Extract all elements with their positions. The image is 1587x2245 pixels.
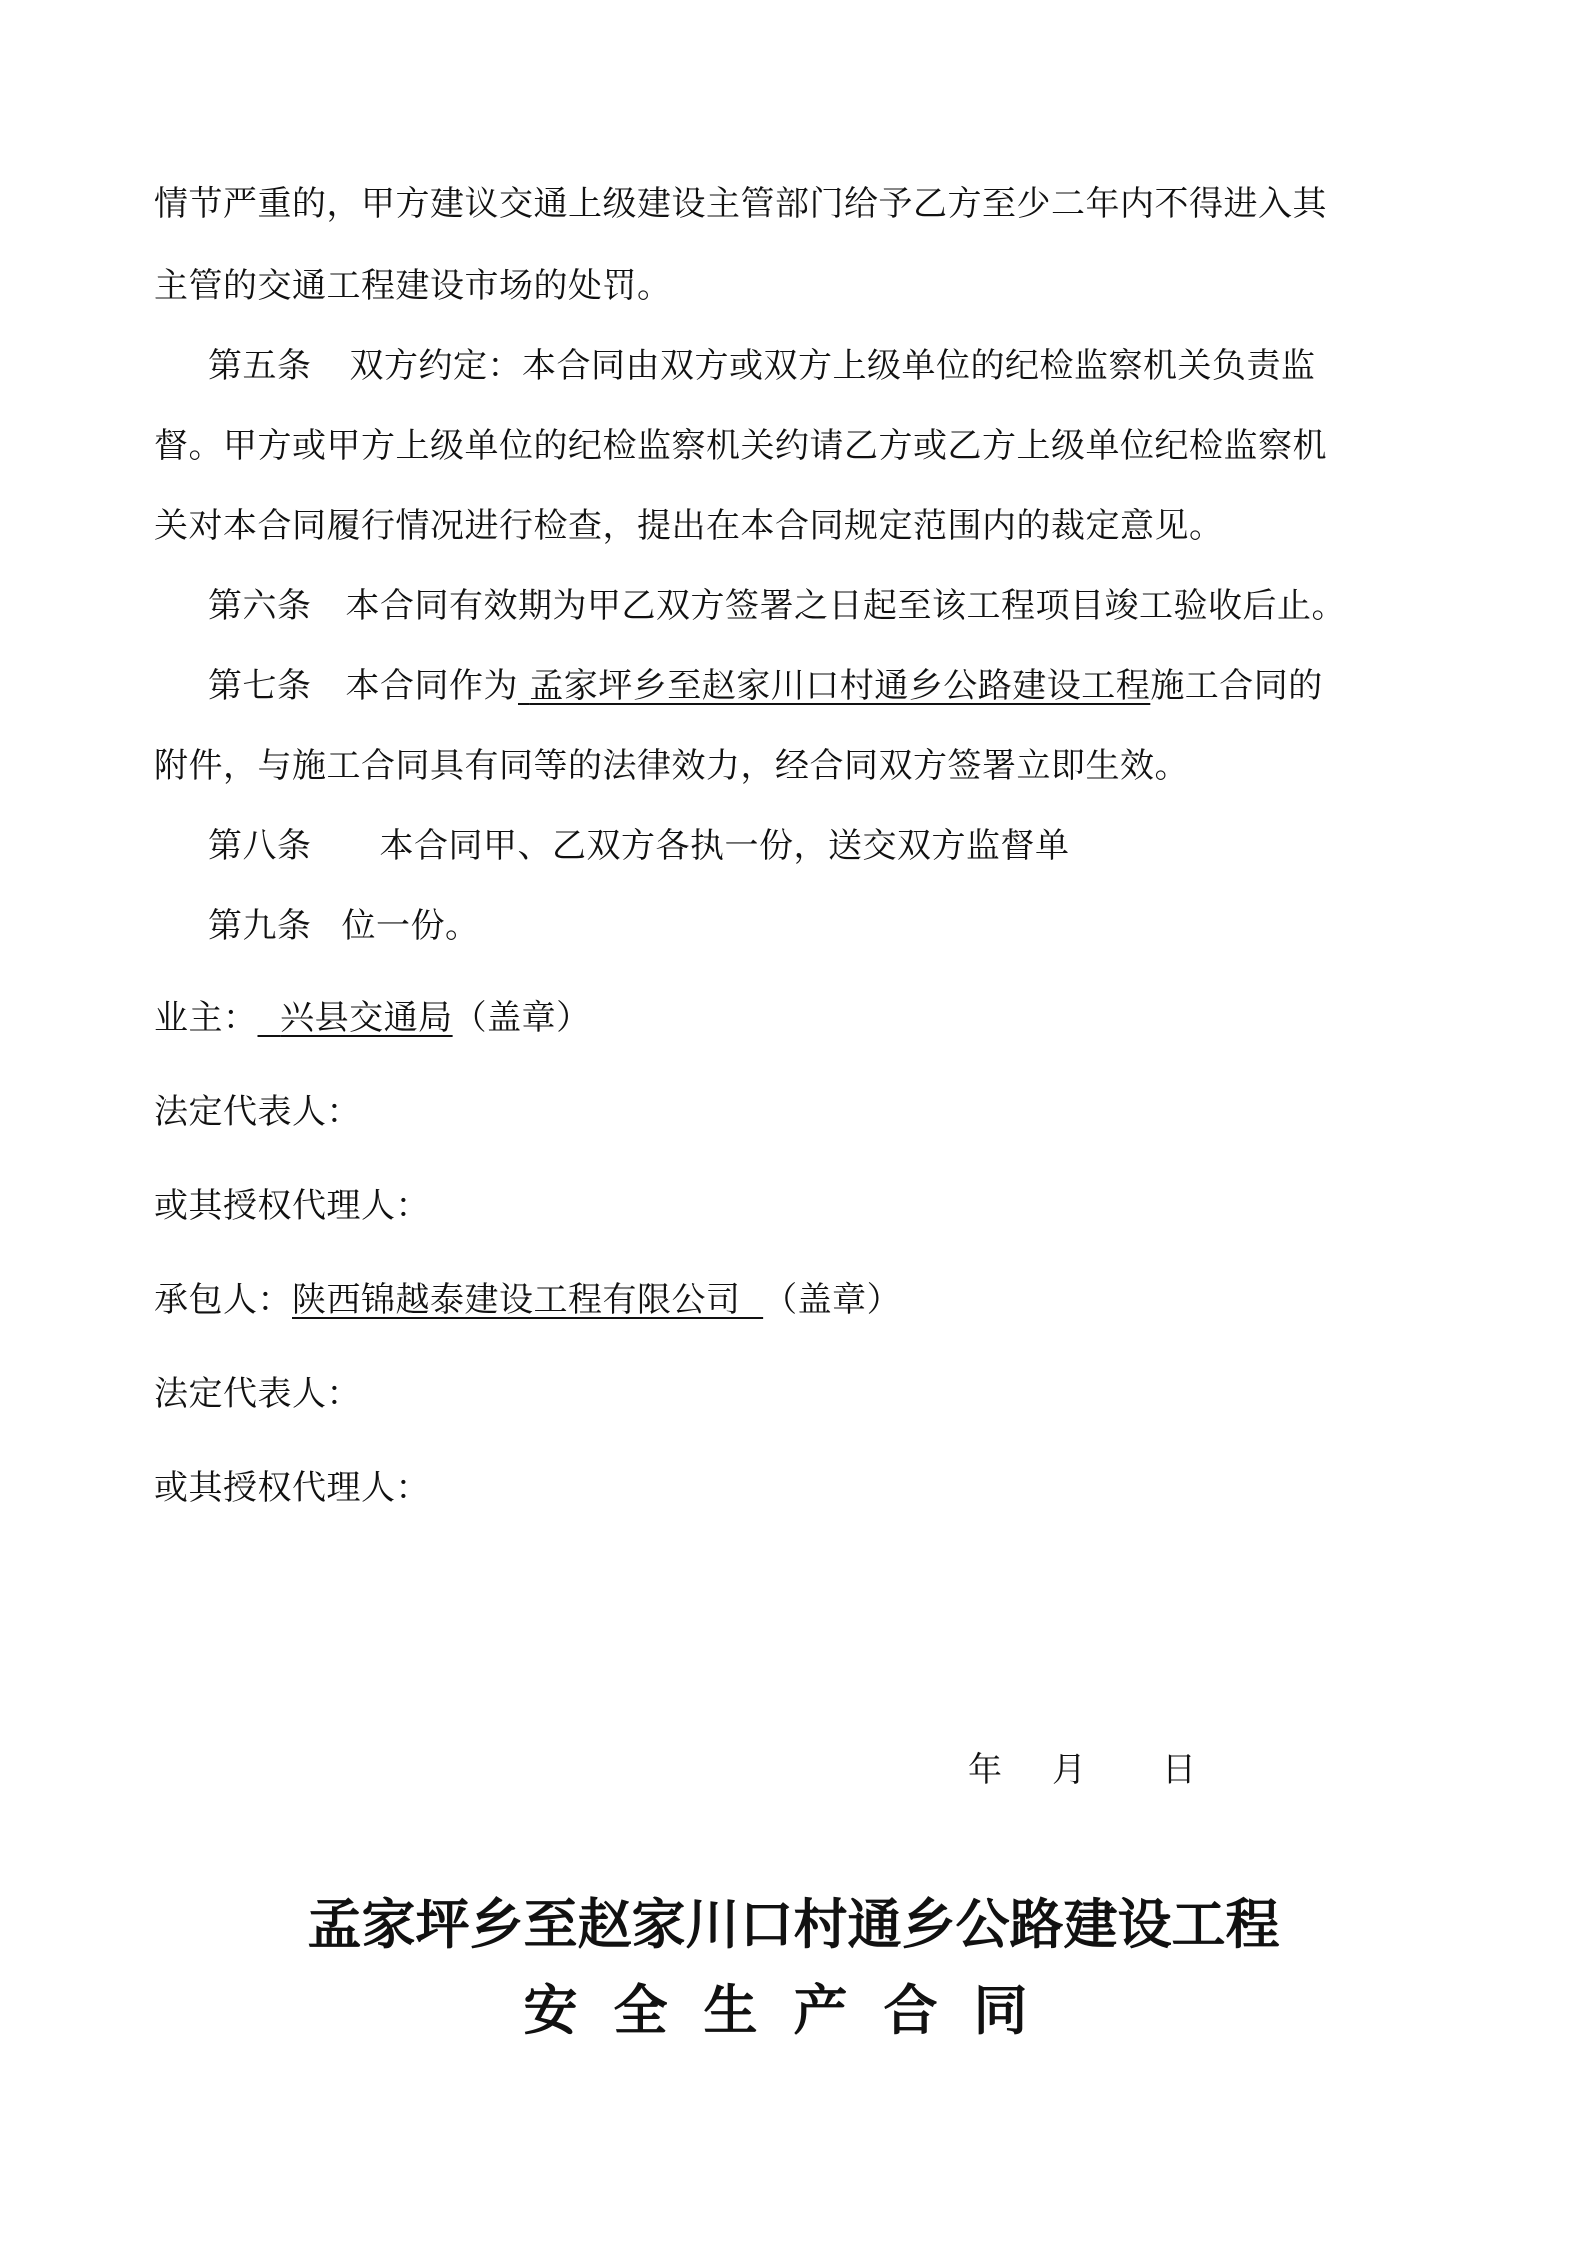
article-5-text: 双方约定：本合同由双方或双方上级单位的纪检监察机关负责监 [349,346,1316,386]
article-9-label: 第九条 [208,906,312,946]
article-9-text: 位一份。 [341,906,480,946]
owner-line [154,996,591,1040]
article-7 [208,664,1323,708]
owner-legal-rep: 法定代表人： [154,1092,361,1132]
article-6-label: 第六条 [208,586,312,626]
contractor-line [154,1278,901,1322]
owner-name: 兴县交通局 [280,998,453,1038]
article-7-project-name: 孟家坪乡至赵家川口村通乡公路建设工程 [529,666,1151,706]
contractor-label: 承包人： [154,1280,292,1320]
contractor-seal: （盖章） [763,1280,902,1320]
body-line-5: 关对本合同履行情况进行检查，提出在本合同规定范围内的裁定意见。 [154,506,1224,546]
article-7-pre: 本合同作为 [345,666,518,706]
date-year: 年 [968,1750,1002,1790]
article-6 [208,584,1346,628]
owner-seal: （盖章） [452,998,591,1038]
article-7-label: 第七条 [208,666,312,706]
article-5 [208,344,1316,388]
contractor-name: 陕西锦越泰建设工程有限公司 [292,1280,741,1320]
contractor-legal-rep: 法定代表人： [154,1374,361,1414]
next-doc-title-line-1: 孟家坪乡至赵家川口村通乡公路建设工程 [307,1893,1280,1956]
article-8 [208,824,1070,868]
date-day: 日 [1162,1750,1196,1790]
date-month: 月 [1052,1750,1086,1790]
contractor-agent: 或其授权代理人： [154,1468,430,1508]
article-5-label: 第五条 [208,346,312,386]
article-8-text: 本合同甲、乙双方各执一份，送交双方监督单 [379,826,1070,866]
article-8-label: 第八条 [208,826,312,866]
article-9 [208,904,480,948]
body-line-4: 督。甲方或甲方上级单位的纪检监察机关约请乙方或乙方上级单位纪检监察机 [154,426,1327,466]
owner-agent: 或其授权代理人： [154,1186,430,1226]
owner-label: 业主： [154,998,258,1038]
body-line-1: 情节严重的，甲方建议交通上级建设主管部门给予乙方至少二年内不得进入其 [154,184,1327,224]
article-7-post: 施工合同的 [1150,666,1323,706]
article-6-text: 本合同有效期为甲乙双方签署之日起至该工程项目竣工验收后止。 [345,586,1346,626]
next-doc-title-line-2: 安全生产合同 [523,1979,1064,2042]
body-line-2: 主管的交通工程建设市场的处罚。 [154,266,672,306]
body-line-8: 附件，与施工合同具有同等的法律效力，经合同双方签署立即生效。 [154,746,1189,786]
